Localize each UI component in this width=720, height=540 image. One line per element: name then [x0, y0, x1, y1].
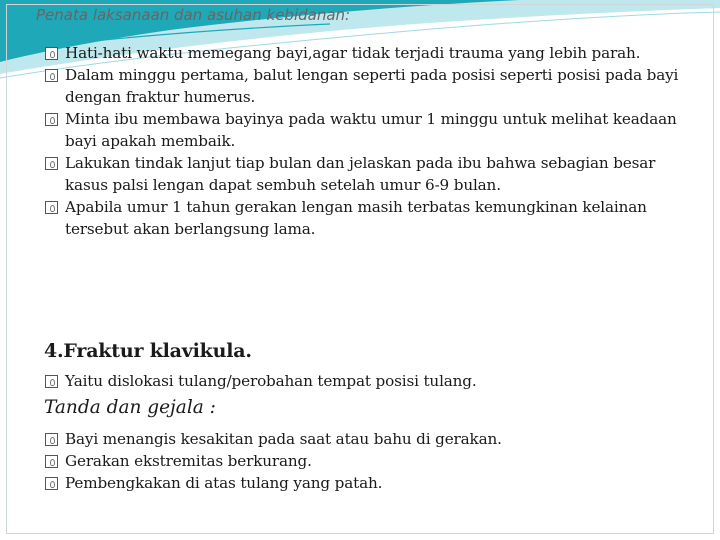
list-item-text: Gerakan ekstremitas berkurang. [65, 452, 312, 470]
checkbox-bullet-icon [45, 157, 58, 170]
slide-heading: Penata laksanaan dan asuhan kebidanan: [36, 6, 351, 24]
checkbox-bullet-icon [45, 201, 58, 214]
list-item [44, 196, 684, 240]
section-title: 4.Fraktur klavikula. [44, 340, 252, 362]
signs-subtitle: Tanda dan gejala : [44, 397, 216, 418]
list-item-text: Hati-hati waktu memegang bayi,agar tidak terjadi trauma yang lebih parah. [65, 44, 641, 62]
list-item [44, 472, 684, 494]
list-item [44, 450, 684, 472]
management-list [44, 42, 684, 240]
list-item [44, 64, 684, 108]
list-item-text: Yaitu dislokasi tulang/perobahan tempat posisi tulang. [65, 372, 477, 390]
checkbox-bullet-icon [45, 113, 58, 126]
checkbox-bullet-icon [45, 433, 58, 446]
checkbox-bullet-icon [45, 477, 58, 490]
checkbox-bullet-icon [45, 47, 58, 60]
list-item [44, 370, 684, 392]
list-item-text: Lakukan tindak lanjut tiap bulan dan jelaskan pada ibu bahwa sebagian besar kasus palsi lengan dapat sembuh setelah umur 6-9 bulan. [65, 154, 656, 194]
list-item-text: Minta ibu membawa bayinya pada waktu umur 1 minggu untuk melihat keadaan bayi apakah membaik. [65, 110, 677, 150]
checkbox-bullet-icon [45, 455, 58, 468]
signs-list [44, 428, 684, 494]
checkbox-bullet-icon [45, 69, 58, 82]
definition-list [44, 370, 684, 392]
list-item [44, 428, 684, 450]
checkbox-bullet-icon [45, 375, 58, 388]
list-item [44, 152, 684, 196]
list-item [44, 108, 684, 152]
list-item-text: Bayi menangis kesakitan pada saat atau bahu di gerakan. [65, 430, 502, 448]
list-item [44, 42, 684, 64]
list-item-text: Pembengkakan di atas tulang yang patah. [65, 474, 383, 492]
list-item-text: Dalam minggu pertama, balut lengan seperti pada posisi seperti posisi pada bayi dengan fraktur humerus. [65, 66, 679, 106]
list-item-text: Apabila umur 1 tahun gerakan lengan masih terbatas kemungkinan kelainan tersebut akan berlangsung lama. [65, 198, 647, 238]
